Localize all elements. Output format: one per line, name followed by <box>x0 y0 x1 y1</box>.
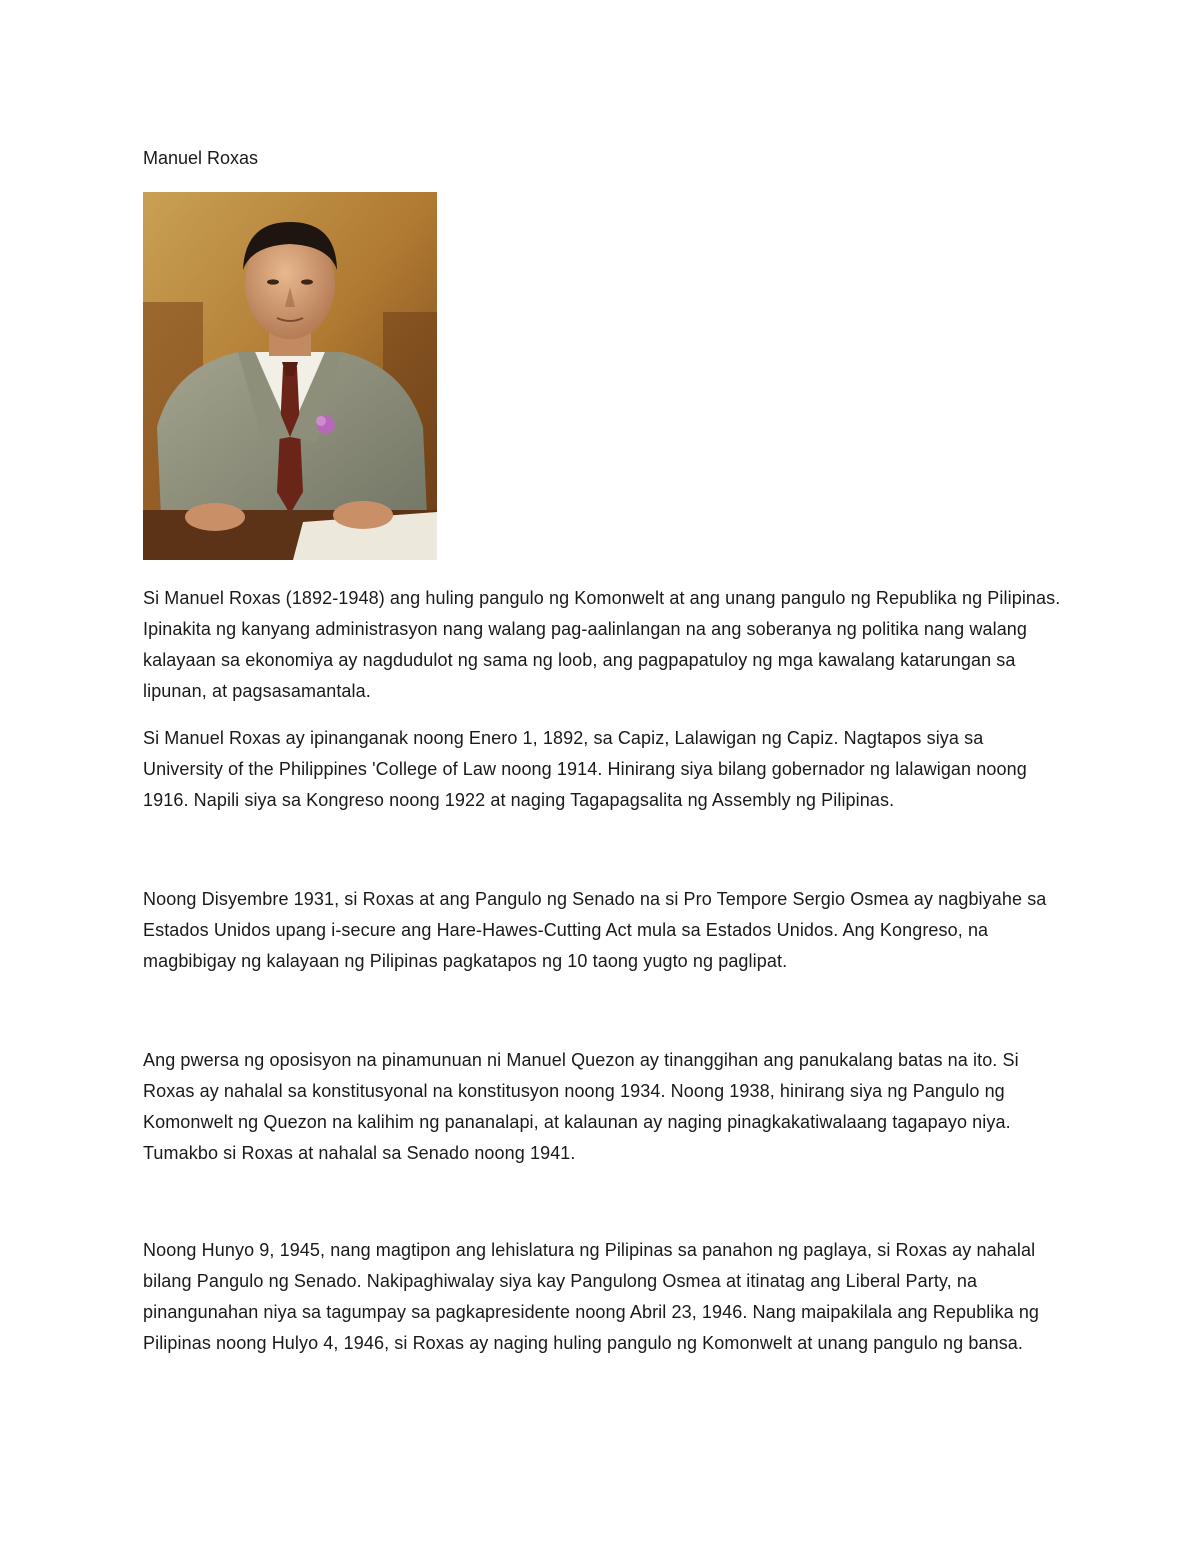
paragraph-intro: Si Manuel Roxas (1892-1948) ang huling pangulo ng Komonwelt at ang unang pangulo ng Republika ng Pilipinas. Ipinakita ng kanyang administrasyon nang walang pag-aalinlangan na ang soberanya ng politika nang walang kalayaan sa ekonomiya ay nagdudulot ng sama ng loob, ang pagpapatuloy ng mga kawalang katarungan sa lipunan, at pagsasamantala. <box>143 588 1061 701</box>
document-title: Manuel Roxas <box>143 148 259 168</box>
portrait-image <box>143 192 437 560</box>
paragraph-hare-hawes-cutting: Noong Disyembre 1931, si Roxas at ang Pangulo ng Senado na si Pro Tempore Sergio Osmea ay nagbiyahe sa Estados Unidos upang i-secure ang Hare-Hawes-Cutting Act mula sa Estados Unidos. Ang Kongreso, na magbibigay ng kalayaan ng Pilipinas pagkatapos ng 10 taong yugto ng paglipat. <box>143 889 1047 971</box>
paragraph-early-life: Si Manuel Roxas ay ipinanganak noong Enero 1, 1892, sa Capiz, Lalawigan ng Capiz. Nagtapos siya sa University of the Philippines 'College of Law noong 1914. Hinirang siya bilang gobernador ng lalawigan noong 1916. Napili siya sa Kongreso noong 1922 at naging Tagapagsalita ng Assembly ng Pilipinas. <box>143 728 1027 810</box>
paragraph-opposition: Ang pwersa ng oposisyon na pinamunuan ni Manuel Quezon ay tinanggihan ang panukalang batas na ito. Si Roxas ay nahalal sa konstitusyonal na konstitusyon noong 1934. Noong 1938, hinirang siya ng Pangulo ng Komonwelt ng Quezon na kalihim ng pananalapi, at kalaunan ay naging pinagkakatiwalaang tagapayo niya. Tumakbo si Roxas at nahalal sa Senado noong 1941. <box>143 1050 1019 1163</box>
paragraph-presidency: Noong Hunyo 9, 1945, nang magtipon ang lehislatura ng Pilipinas sa panahon ng paglaya, si Roxas ay nahalal bilang Pangulo ng Senado. Nakipaghiwalay siya kay Pangulong Osmea at itinatag ang Liberal Party, na pinangunahan niya sa tagumpay sa pagkapresidente noong Abril 23, 1946. Nang maipakilala ang Republika ng Pilipinas noong Hulyo 4, 1946, si Roxas ay naging huling pangulo ng Komonwelt at unang pangulo ng bansa. <box>143 1240 1040 1353</box>
